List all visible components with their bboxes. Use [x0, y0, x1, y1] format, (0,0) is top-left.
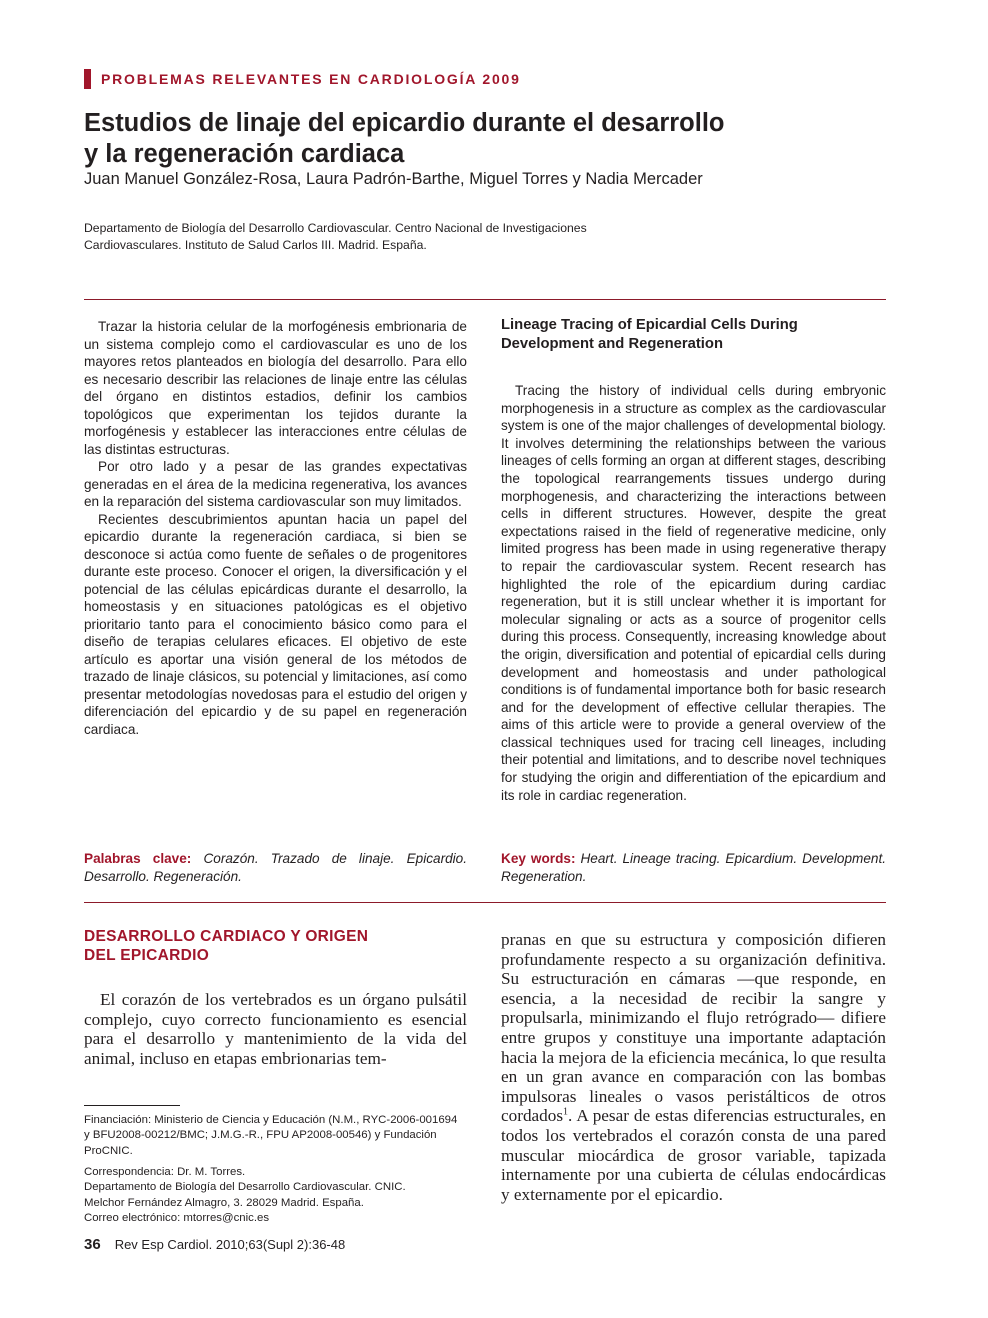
body-right-column: [501, 930, 886, 1204]
body-paragraph: El corazón de los vertebrados es un órgano pulsátil complejo, cuyo correcto funcionamiento es esencial para el desarrollo y mantenimiento de la vida del animal, incluso en etapas embrionarias tem-: [84, 990, 467, 1068]
section-label: PROBLEMAS RELEVANTES EN CARDIOLOGÍA 2009: [101, 71, 521, 87]
abstract-spanish: [84, 318, 467, 738]
affiliation-line: Departamento de Biología del Desarrollo Cardiovascular. Centro Nacional de Investigaciones: [84, 221, 587, 235]
footnote-line: Melchor Fernández Almagro, 3. 28029 Madrid. España.: [84, 1196, 364, 1209]
abstract-paragraph: Tracing the history of individual cells during embryonic morphogenesis in a structure as complex as the cardiovascular system is one of the major challenges of developmental biology. It involves determining the relationships between the various lineages of cells forming an organ at different stages, describing the topological rearrangements tissues undergo during morphogenesis, and characterizing the interactions between cells in different structures. However, despite the great expectations raised in the field of regenerative medicine, only limited progress has been made in using regenerative therapy to repair the cardiovascular system. Recent research has highlighted the role of the epicardium during cardiac regeneration, but it is still unclear whether it is important for molecular signaling or acts as a source of progenitor cells during this process. Consequently, increasing knowledge about the origin, diversification and potential of epicardial cells during development and homeostasis and under pathological conditions is of fundamental importance both for basic research and for the development of effective cellular therapies. The aims of this article were to provide a general overview of the classical techniques used for tracing cell lineages, including their potential and limitations, and to describe novel techniques for studying the origin and differentiation of the epicardium and its role in cardiac regeneration.: [501, 383, 886, 803]
section-heading: [84, 927, 467, 965]
reference-marker[interactable]: 1: [563, 1106, 569, 1118]
authors: Juan Manuel González-Rosa, Laura Padrón-Barthe, Miguel Torres y Nadia Mercader: [84, 170, 703, 188]
title-line: Development and Regeneration: [501, 336, 723, 352]
abstract-paragraph: Trazar la historia celular de la morfogénesis embrionaria de un sistema complejo como el cardiovascular es uno de los mayores retos planteados en biología del desarrollo. Para ello es necesario describir las relaciones de linaje entre las células del órgano en distintos estadios, definir los cambios topológicos que experimentan los tejidos durante la morfogénesis y establecer las interacciones entre células de las distintas estructuras.: [84, 319, 467, 457]
funding-footnote: [84, 1113, 474, 1159]
title-line: Lineage Tracing of Epicardial Cells During: [501, 317, 798, 333]
correspondence-footnote: [84, 1165, 474, 1226]
body-left-column: [84, 990, 467, 1068]
affiliation-line: Cardiovasculares. Instituto de Salud Carlos III. Madrid. España.: [84, 238, 427, 252]
abstract-paragraph: Por otro lado y a pesar de las grandes expectativas generadas en el área de la medicina regenerativa, los avances en la reparación del sistema cardiovascular son muy limitados.: [84, 459, 467, 509]
footnote-line: ProCNIC.: [84, 1144, 133, 1157]
footnote-line: Departamento de Biología del Desarrollo Cardiovascular. CNIC.: [84, 1181, 406, 1194]
keywords-english: [501, 850, 886, 886]
title-line: Estudios de linaje del epicardio durante el desarrollo: [84, 109, 725, 137]
affiliation: [84, 220, 684, 254]
divider: [84, 299, 886, 300]
heading-line: DESARROLLO CARDIACO Y ORIGEN: [84, 928, 369, 945]
footnote-line: y BFU2008-00212/BMC; J.M.G.-R., FPU AP2008-00546) y Fundación: [84, 1129, 437, 1142]
keywords-values: Heart. Lineage tracing. Epicardium. Development. Regeneration.: [501, 851, 886, 884]
page-number: 36: [84, 1236, 101, 1253]
keywords-spanish: [84, 850, 467, 886]
keywords-values: Corazón. Trazado de linaje. Epicardio. Desarrollo. Regeneración.: [84, 851, 468, 884]
heading-line: DEL EPICARDIO: [84, 947, 210, 964]
title-line: y la regeneración cardiaca: [84, 140, 405, 168]
keywords-label: Palabras clave:: [84, 851, 192, 866]
abstract-english-title: [501, 316, 886, 354]
abstract-paragraph: Recientes descubrimientos apuntan hacia un papel del epicardio durante la regeneración cardiaca, si bien se desconoce si actúa como fuente de señales o de progenitores durante este proceso. Conocer el origen, la diversificación y el potencial de las células epicárdicas durante el desarrollo, la homeostasis y en situaciones patológicas es el objetivo prioritario tanto para el conocimiento básico como para el diseño de terapias celulares eficaces. El objetivo de este artículo es aportar una visión general de los métodos de trazado de linaje clásicos, su potencial y limitaciones, así como presentar metodologías novedosas para el estudio del origen y diferenciación del epicardio y de su papel en regeneración cardiaca.: [84, 511, 467, 737]
abstract-english: [501, 316, 886, 804]
article-title: [84, 108, 804, 170]
section-marker: [84, 69, 91, 89]
footnote-line: Correspondencia: Dr. M. Torres.: [84, 1166, 246, 1178]
keywords-label: Key words:: [501, 851, 576, 866]
divider: [84, 902, 886, 903]
footnote-rule: [84, 1105, 180, 1106]
journal-citation: Rev Esp Cardiol. 2010;63(Supl 2):36-48: [114, 1237, 346, 1252]
page-footer: [84, 1236, 345, 1253]
body-text: . A pesar de estas diferencias estructurales, en todos los vertebrados el corazón consta de una pared muscular miocárdica de grosor variable, tapizada internamente por una cubierta de células endocárdicas y externamente por el epicardio.: [501, 1106, 886, 1204]
body-text: pranas en que su estructura y composición difieren profundamente respecto a su organización definitiva. Su estructuración en cámaras —que responde, en esencia, a la necesidad de recibir la sangre y propulsarla, minimizando el flujo retrógrado— difiere entre grupos y constituye una importante adaptación hacia la mejora de la eficiencia mecánica, lo que resulta en un gran avance en comparación con las bombas impulsoras lineales o vasos peristálticos de otros cordados: [501, 930, 886, 1126]
body-paragraph: [501, 930, 886, 1204]
section-header: [84, 68, 521, 90]
footnote-line: Financiación: Ministerio de Ciencia y Educación (N.M., RYC-2006-001694: [84, 1114, 458, 1126]
footnote-email[interactable]: Correo electrónico: mtorres@cnic.es: [84, 1211, 270, 1224]
